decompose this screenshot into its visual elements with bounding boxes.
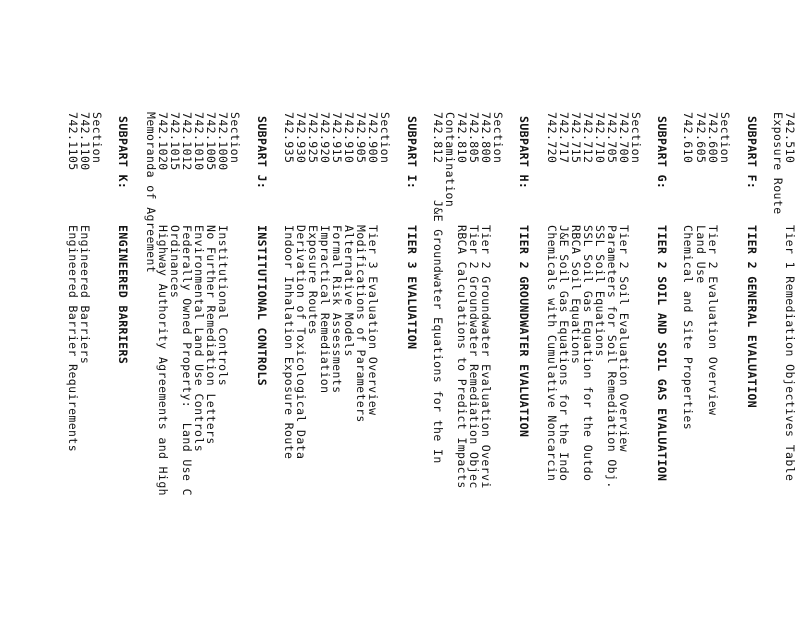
section-title-742-605: Land Use <box>694 225 708 284</box>
section-number-742-1000: 742.1000 <box>216 112 230 171</box>
section-number-742-935: 742.935 <box>282 112 296 164</box>
section-title-742-720: Chemicals with Cumulative Noncarcin <box>545 225 559 482</box>
section-title-742-710: SSL Soil Equations <box>593 225 607 357</box>
section-title-742-915: Formal Risk Assessments <box>330 225 344 394</box>
section-number-742-900: 742.900 <box>366 112 380 164</box>
continuation-line: Contamination <box>443 112 457 208</box>
section-number-742-905: 742.905 <box>354 112 368 164</box>
section-title-742-1012: Federally Owned Property: Land Use C <box>180 225 194 496</box>
section-number-742-705: 742.705 <box>605 112 619 164</box>
section-number-742-600: 742.600 <box>706 112 720 164</box>
section-title-742-905: Modifications of Parameters <box>354 225 368 423</box>
section-number-742-1105: 742.1105 <box>66 112 80 171</box>
section-number-742-1020: 742.1020 <box>156 112 170 171</box>
section-title-742-910: Alternative Models <box>342 225 356 357</box>
section-title-742-812: J&E Groundwater Equations for the In <box>431 200 445 464</box>
subpart-j-heading: SUBPART J: <box>255 116 269 190</box>
section-number-742-812: 742.812 <box>431 112 445 164</box>
subpart-g-heading: SUBPART G: <box>655 116 669 190</box>
section-title-742-1000: Institutional Controls <box>216 225 230 387</box>
subpart-f-heading: SUBPART F: <box>745 116 759 190</box>
section-title-742-717: J&E Soil Gas Equations for the Indo <box>557 225 571 482</box>
section-title-742-810: RBCA Calculations to Predict Impacts <box>455 225 469 489</box>
subpart-j-title: INSTITUTIONAL CONTROLS <box>255 225 269 387</box>
section-title-742-1105: Engineered Barrier Requirements <box>66 225 80 453</box>
section-label: Section <box>228 112 242 164</box>
section-number-742-605: 742.605 <box>694 112 708 164</box>
subpart-i-title: TIER 3 EVALUATION <box>405 225 419 350</box>
subpart-h-heading: SUBPART H: <box>517 116 531 190</box>
section-number-742-1012: 742.1012 <box>180 112 194 171</box>
section-number-742-920: 742.920 <box>318 112 332 164</box>
section-label: Section <box>90 112 104 164</box>
continuation-line: Exposure Route <box>771 112 785 215</box>
section-label: Section <box>718 112 732 164</box>
section-number-742-1010: 742.1010 <box>192 112 206 171</box>
section-title-742-1100: Engineered Barriers <box>78 225 92 365</box>
subpart-f-title: TIER 2 GENERAL EVALUATION <box>745 225 759 409</box>
section-number-742-700: 742.700 <box>617 112 631 164</box>
section-number-742-930: 742.930 <box>294 112 308 164</box>
section-number-742-1005: 742.1005 <box>204 112 218 171</box>
section-title-742-930: Derivation of Toxicological Data <box>294 225 308 460</box>
section-number-742-717: 742.717 <box>557 112 571 164</box>
section-title-742-1020: Highway Authority Agreements and High <box>156 225 170 496</box>
section-title-742-1010: Environmental Land Use Controls <box>192 225 206 453</box>
section-number-742-805: 742.805 <box>467 112 481 164</box>
section-title-742-925: Exposure Routes <box>306 225 320 335</box>
section-number-742-915: 742.915 <box>330 112 344 164</box>
subpart-k-heading: SUBPART K: <box>116 116 130 190</box>
section-number-742-800: 742.800 <box>479 112 493 164</box>
section-title-742-510: Tier 1 Remediation Objectives Table <box>783 225 797 482</box>
section-number-742-610: 742.610 <box>681 112 695 164</box>
section-title-742-900: Tier 3 Evaluation Overview <box>366 225 380 416</box>
section-title-742-800: Tier 2 Groundwater Evaluation Overvi <box>479 225 493 489</box>
section-number-742-712: 742.712 <box>581 112 595 164</box>
section-title-742-1015: Ordinances <box>168 225 182 299</box>
section-number-742-810: 742.810 <box>455 112 469 164</box>
section-number-742-1100: 742.1100 <box>78 112 92 171</box>
section-title-742-935: Indoor Inhalation Exposure Route <box>282 225 296 460</box>
section-title-742-712: SSL Soil Gas Equation for the Outdo <box>581 225 595 482</box>
section-label: Section <box>629 112 643 164</box>
section-title-742-715: RBCA Soil Equations <box>569 225 583 365</box>
section-label: Section <box>491 112 505 164</box>
section-number-742-720: 742.720 <box>545 112 559 164</box>
section-label: Section <box>378 112 392 164</box>
section-number-742-710: 742.710 <box>593 112 607 164</box>
section-title-742-700: Tier 2 Soil Evaluation Overview <box>617 225 631 453</box>
section-number-742-1015: 742.1015 <box>168 112 182 171</box>
section-title-742-920: Impractical Remediation <box>318 225 332 394</box>
section-title-742-705: Parameters for Soil Remediation Obj. <box>605 225 619 489</box>
continuation-line: Memoranda of Agreement <box>144 112 158 274</box>
section-title-742-610: Chemical and Site Properties <box>681 225 695 431</box>
subpart-g-title: TIER 2 SOIL AND SOIL GAS EVALUATION <box>655 225 669 482</box>
section-title-742-1005: No Further Remediation Letters <box>204 225 218 445</box>
subpart-h-title: TIER 2 GROUNDWATER EVALUATION <box>517 225 531 438</box>
subpart-k-title: ENGINEERED BARRIERS <box>116 225 130 365</box>
section-title-742-805: Tier 2 Groundwater Remediation Objec <box>467 225 481 489</box>
section-number-742-925: 742.925 <box>306 112 320 164</box>
subpart-i-heading: SUBPART I: <box>405 116 419 190</box>
section-number-742-910: 742.910 <box>342 112 356 164</box>
section-number-742-510: 742.510 <box>783 112 797 164</box>
section-number-742-715: 742.715 <box>569 112 583 164</box>
section-title-742-600: Tier 2 Evaluation Overview <box>706 225 720 416</box>
